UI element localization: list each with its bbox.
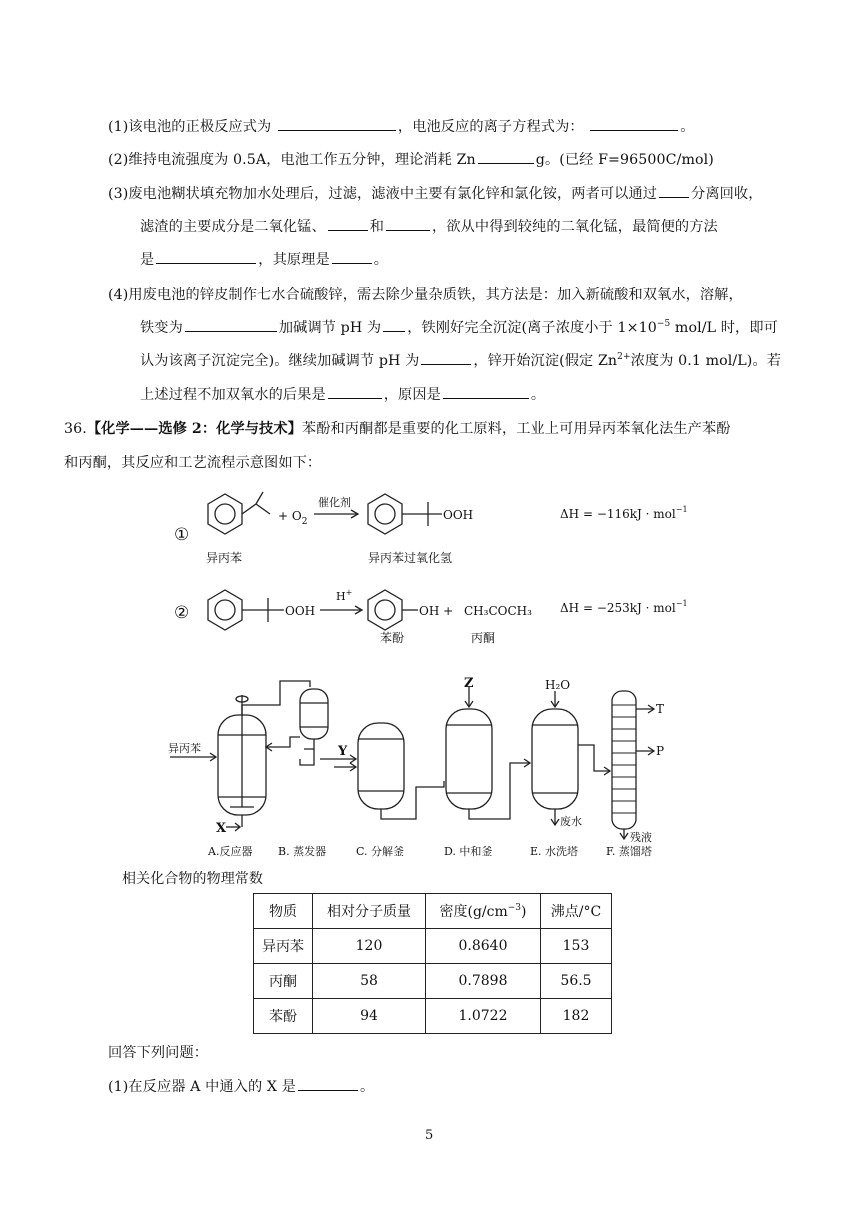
physical-constants-table [253, 893, 612, 1034]
ooh-group: OOH [443, 508, 474, 522]
q3-text: 是 [140, 252, 155, 268]
evaporator-b [300, 689, 328, 739]
q2-line [108, 149, 714, 169]
answer-blank[interactable] [659, 183, 689, 198]
answer-blank[interactable] [383, 317, 405, 332]
q36-text: 苯酚和丙酮都是重要的化工原料，工业上可用异丙苯氧化法生产苯酚 [301, 421, 731, 437]
acid-catalyst-label: H+ [336, 588, 353, 603]
ooh-group: OOH [285, 604, 316, 618]
process-flow-diagram [160, 675, 700, 860]
table-row [254, 964, 612, 999]
oh-group: OH + [419, 604, 454, 618]
q2-text-a: (2)维持电流强度为 0.5A，电池工作五分钟，理论消耗 Zn [108, 152, 476, 168]
q3-text: ，欲从中得到较纯的二氧化锰，最简便的方法 [432, 219, 718, 235]
benzene-ring-icon [368, 590, 402, 630]
q4-text: ，原因是 [383, 387, 441, 403]
answer-blank[interactable] [421, 350, 471, 365]
z-label: Z [464, 676, 474, 691]
table-cell: 苯酚 [254, 999, 313, 1034]
answer-blank[interactable] [443, 384, 529, 399]
q4-text: mol/L 时，即可 [670, 320, 778, 336]
table-cell: 1.0722 [426, 999, 541, 1034]
phenol-name: 苯酚 [380, 631, 405, 645]
q4-text: 铁变为 [140, 320, 183, 336]
reaction-1-number: ① [174, 525, 190, 545]
reaction-scheme [168, 482, 708, 657]
answer-prompt: 回答下列问题： [108, 1045, 209, 1061]
q3-text: 。 [373, 252, 389, 268]
table-cell: 异丙苯 [254, 929, 313, 964]
superscript: −5 [656, 319, 671, 329]
page-number: 5 [425, 1128, 434, 1143]
table-cell: 153 [541, 929, 612, 964]
answer-blank[interactable] [478, 149, 534, 164]
acetone-formula: CH₃COCH₃ [464, 604, 532, 618]
table-cell: 182 [541, 999, 612, 1034]
answer-blank[interactable] [328, 216, 368, 231]
q36-line-1 [64, 418, 731, 438]
q4-text: 。 [530, 387, 546, 403]
table-header: 密度$(g/cm^{-3})$ [426, 894, 541, 929]
q4-text: 上述过程不加双氧水的后果是 [140, 387, 326, 403]
delta-h-2: ΔH = −253kJ · mol$^{-1}$ [560, 599, 688, 615]
answer-blank[interactable] [386, 216, 430, 231]
q4-line-3 [140, 350, 781, 370]
table-cell: 0.7898 [426, 964, 541, 999]
table-caption: 相关化合物的物理常数 [122, 871, 263, 887]
q2-text-b: g。(已经 F=96500C/mol) [535, 152, 714, 168]
q3-text: 滤渣的主要成分是二氧化锰、 [140, 219, 326, 235]
q4-line-2 [140, 317, 778, 337]
answer-blank[interactable] [278, 116, 396, 131]
answer-blank[interactable] [156, 249, 256, 264]
reaction-2-number: ② [174, 603, 190, 623]
table-cell: 120 [313, 929, 426, 964]
p-label: P [656, 744, 665, 758]
o2-label: + $O_2$ [278, 509, 308, 527]
table-header: 物质 [254, 894, 313, 929]
equipment-label-e: E. 水洗塔 [530, 845, 579, 858]
delta-h-1: ΔH = −116kJ · mol$^{-1}$ [560, 505, 688, 521]
q4-text: ，锌开始沉淀(假定 Zn [473, 353, 618, 369]
cumene-hydroperoxide-name: 异丙苯过氧化氢 [368, 551, 453, 565]
q3-text: 和 [369, 219, 385, 235]
answer-blank[interactable] [298, 1076, 358, 1091]
q3-line-2 [140, 216, 718, 236]
residue-label: 残液 [630, 831, 652, 844]
q4-line-4 [140, 384, 545, 404]
q3-line-1 [108, 183, 763, 203]
q3-text: (3)废电池糊状填充物加水处理后，过滤，滤液中主要有氯化锌和氯化铵，两者可以通过 [108, 186, 658, 202]
table-header: 相对分子质量 [313, 894, 426, 929]
catalyst-label: 催化剂 [318, 496, 351, 509]
q4-text: 浓度为 0.1 mol/L)。若 [630, 353, 782, 369]
answer-blank[interactable] [328, 384, 382, 399]
sub1-text: (1)在反应器 A 中通入的 X 是 [108, 1079, 296, 1095]
table-cell: 丙酮 [254, 964, 313, 999]
q4-text: ，铁刚好完全沉淀(离子浓度小于 1×10 [407, 320, 657, 336]
y-label: Y [338, 744, 348, 759]
cumene-name: 异丙苯 [206, 551, 243, 565]
q4-line-1 [108, 284, 743, 304]
decomposer-c [358, 723, 404, 809]
table-row [254, 999, 612, 1034]
q3-line-3 [140, 249, 388, 269]
feed-label: 异丙苯 [168, 742, 201, 755]
benzene-ring-icon [208, 494, 242, 534]
table-row [254, 929, 612, 964]
question-number: 36. [64, 421, 87, 437]
sub-question-1 [108, 1076, 374, 1096]
q1-end: 。 [680, 119, 695, 135]
table-cell: 56.5 [541, 964, 612, 999]
answer-blank[interactable] [185, 317, 277, 332]
wash-tower-e [532, 709, 578, 809]
benzene-ring-icon [368, 494, 402, 534]
q3-text: ，其原理是 [258, 252, 330, 268]
table-header: 沸点/°C [541, 894, 612, 929]
x-label: X [216, 821, 227, 836]
table-header-row [254, 894, 612, 929]
q1-text-a: (1)该电池的正极反应式为 [108, 119, 272, 135]
q36-text: 和丙酮，其反应和工艺流程示意图如下： [64, 455, 322, 471]
q4-text: 认为该离子沉淀完全)。继续加碱调节 pH 为 [140, 353, 420, 369]
table-cell: 58 [313, 964, 426, 999]
q1-line [108, 116, 695, 136]
equipment-label-b: B. 蒸发器 [278, 845, 327, 858]
answer-blank[interactable] [332, 249, 372, 264]
table-cell: 0.8640 [426, 929, 541, 964]
equipment-label-f: F. 蒸馏塔 [606, 845, 652, 858]
q36-line-2 [64, 452, 321, 472]
neutralizer-d [446, 709, 492, 809]
benzene-ring-icon [208, 590, 242, 630]
question-tag: 【化学——选修 2：化学与技术】 [86, 421, 302, 437]
distillation-tower-f [612, 691, 636, 829]
superscript: 2+ [617, 352, 631, 362]
h2o-label: H₂O [545, 678, 571, 692]
acetone-name: 丙酮 [471, 631, 496, 645]
table-cell: 94 [313, 999, 426, 1034]
answer-blank[interactable] [590, 116, 678, 131]
q1-text-b: ，电池反应的离子方程式为： [397, 119, 584, 135]
waste-water-label: 废水 [560, 815, 582, 828]
t-label: T [656, 702, 665, 716]
q4-text: (4)用废电池的锌皮制作七水合硫酸锌，需去除少量杂质铁，其方法是：加入新硫酸和双氧水，溶解， [108, 287, 743, 303]
q4-text: 加碱调节 pH 为 [278, 320, 382, 336]
sub1-end: 。 [359, 1079, 375, 1095]
equipment-label-c: C. 分解釜 [356, 845, 405, 858]
equipment-label-a: A.反应器 [208, 845, 253, 858]
equipment-label-d: D. 中和釜 [444, 845, 493, 858]
q3-text: 分离回收， [691, 186, 763, 202]
